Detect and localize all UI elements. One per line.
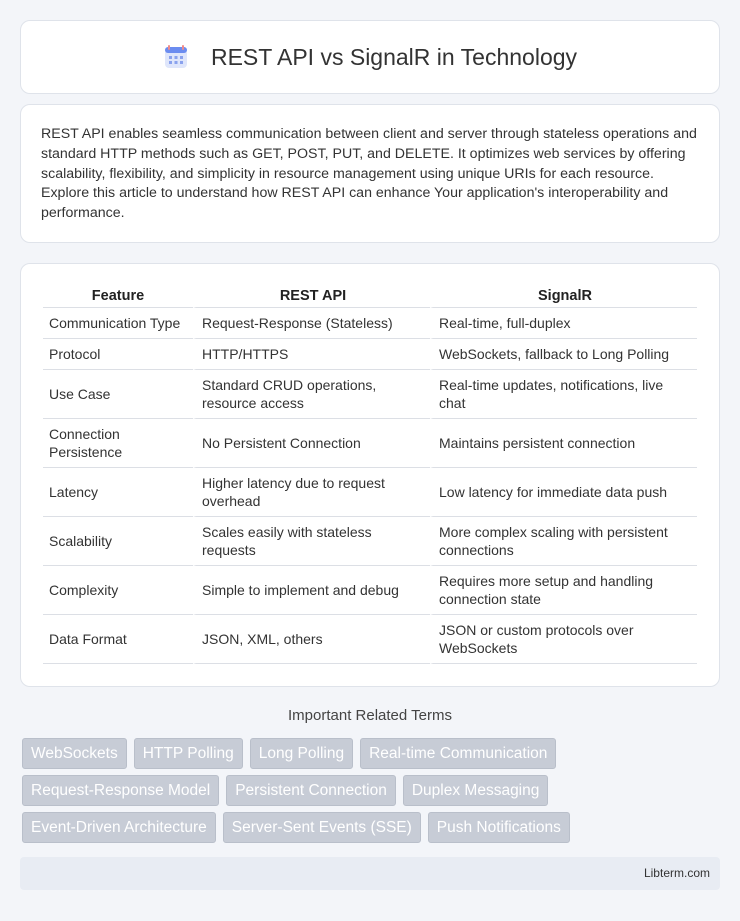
table-cell: Requires more setup and handling connection state <box>430 566 697 615</box>
table-row <box>43 419 697 468</box>
table-cell: Real-time, full-duplex <box>430 308 697 339</box>
table-row <box>43 308 697 339</box>
table-cell: HTTP/HTTPS <box>193 339 430 370</box>
term-tag-real-time-communication[interactable]: Real-time Communication <box>360 738 556 769</box>
table-row <box>43 615 697 664</box>
table-row <box>43 370 697 419</box>
table-cell: Use Case <box>43 370 193 419</box>
table-cell: Complexity <box>43 566 193 615</box>
term-tag-request-response-model[interactable]: Request-Response Model <box>22 775 219 806</box>
table-cell: Simple to implement and debug <box>193 566 430 615</box>
table-cell: No Persistent Connection <box>193 419 430 468</box>
table-cell: Latency <box>43 468 193 517</box>
table-header: SignalR <box>430 284 697 308</box>
term-tag-push-notifications[interactable]: Push Notifications <box>428 812 570 843</box>
related-terms-title: Important Related Terms <box>288 707 452 724</box>
table-cell: WebSockets, fallback to Long Polling <box>430 339 697 370</box>
page-title: REST API vs SignalR in Technology <box>210 43 578 70</box>
intro-text: REST API enables seamless communication between client and server through stateless operations and standard HTTP methods such as GET, POST, PUT, and DELETE. It optimizes web services by offering scalability, flexibility, and simplicity in resource management using unique URIs for each resource. Explore this article to understand how REST API can enhance Your application's interoperability and performance. <box>41 126 697 222</box>
intro-card <box>20 104 720 243</box>
table-cell: Scalability <box>43 517 193 566</box>
table-cell: Request-Response (Stateless) <box>193 308 430 339</box>
footer <box>20 857 720 890</box>
table-row <box>43 517 697 566</box>
table-cell: Maintains persistent connection <box>430 419 697 468</box>
table-cell: More complex scaling with persistent connections <box>430 517 697 566</box>
table-cell: Protocol <box>43 339 193 370</box>
term-tag-duplex-messaging[interactable]: Duplex Messaging <box>403 775 549 806</box>
term-tag-event-driven-architecture[interactable]: Event-Driven Architecture <box>22 812 216 843</box>
term-tag-websockets[interactable]: WebSockets <box>22 738 127 769</box>
table-header-row <box>43 284 697 308</box>
term-tag-http-polling[interactable]: HTTP Polling <box>134 738 243 769</box>
comparison-card <box>20 263 720 687</box>
table-row <box>43 339 697 370</box>
term-tag-server-sent-events[interactable]: Server-Sent Events (SSE) <box>223 812 421 843</box>
table-cell: Connection Persistence <box>43 419 193 468</box>
table-cell: JSON or custom protocols over WebSockets <box>430 615 697 664</box>
table-cell: JSON, XML, others <box>193 615 430 664</box>
table-cell: Higher latency due to request overhead <box>193 468 430 517</box>
footer-link[interactable]: Libterm.com <box>643 866 710 880</box>
table-cell: Data Format <box>43 615 193 664</box>
term-tag-persistent-connection[interactable]: Persistent Connection <box>226 775 396 806</box>
term-tag-long-polling[interactable]: Long Polling <box>250 738 353 769</box>
header-card <box>20 20 720 94</box>
comparison-table <box>43 284 697 664</box>
table-cell: Real-time updates, notifications, live chat <box>430 370 697 419</box>
table-cell: Low latency for immediate data push <box>430 468 697 517</box>
table-cell: Standard CRUD operations, resource access <box>193 370 430 419</box>
table-header: REST API <box>193 284 430 308</box>
table-row <box>43 566 697 615</box>
related-terms-list <box>22 738 722 849</box>
table-row <box>43 468 697 517</box>
table-cell: Scales easily with stateless requests <box>193 517 430 566</box>
calendar-icon <box>163 44 189 70</box>
table-cell: Communication Type <box>43 308 193 339</box>
table-header: Feature <box>43 284 193 308</box>
